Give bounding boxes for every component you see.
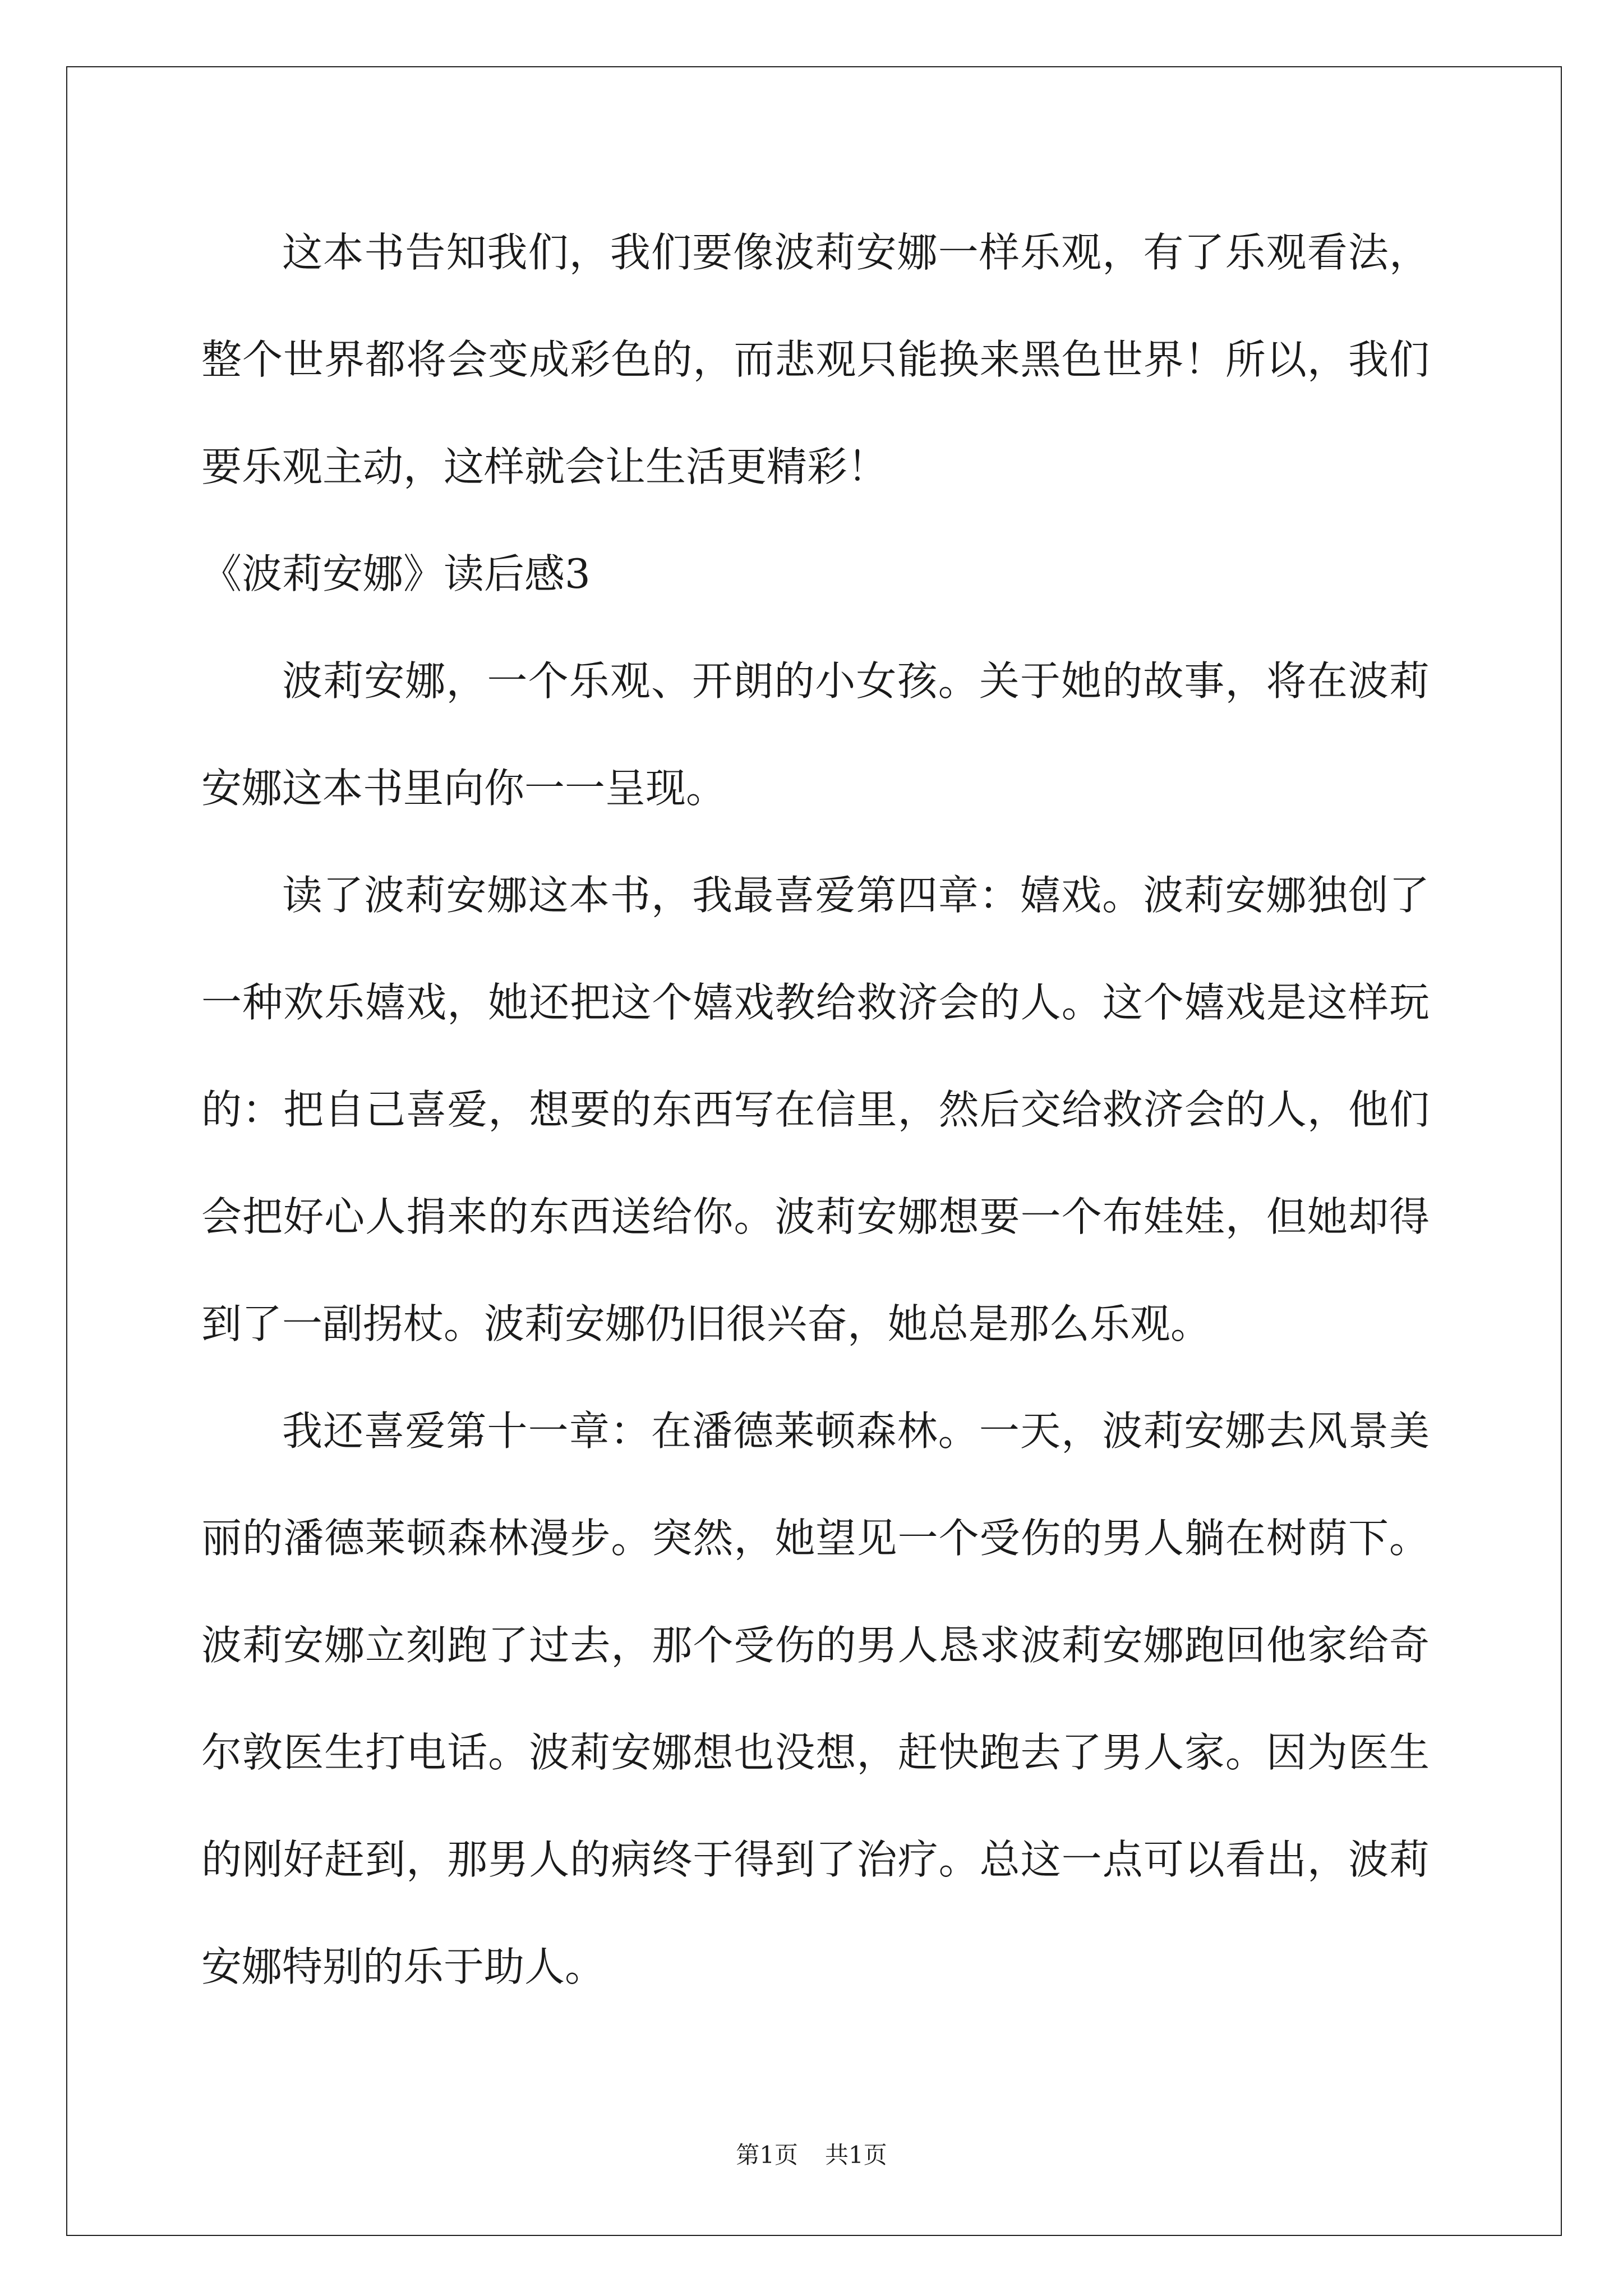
page-number-current: 第1页 — [736, 2141, 798, 2169]
paragraph-line: 到了一副拐杖。波莉安娜仍旧很兴奋，她总是那么乐观。 — [201, 1300, 1211, 1347]
page-number-total: 共1页 — [825, 2141, 887, 2169]
paragraph-line: 一种欢乐嬉戏，她还把这个嬉戏教给救济会的人。这个嬉戏是这样玩 — [201, 979, 1430, 1026]
paragraph-line: 我还喜爱第十一章：在潘德莱顿森林。一天，波莉安娜去风景美 — [282, 1407, 1430, 1455]
document-body — [201, 199, 1430, 2021]
paragraph-4 — [201, 1378, 1430, 2021]
paragraph-line: 波莉安娜立刻跑了过去，那个受伤的男人恳求波莉安娜跑回他家给奇 — [201, 1622, 1430, 1669]
paragraph-3 — [201, 842, 1430, 1378]
paragraph-1 — [201, 199, 1430, 521]
paragraph-line: 波莉安娜，一个乐观、开朗的小女孩。关于她的故事，将在波莉 — [282, 657, 1430, 705]
section-heading: 《波莉安娜》读后感3 — [201, 550, 591, 597]
paragraph-line: 尔敦医生打电话。波莉安娜想也没想，赶快跑去了男人家。因为医生 — [201, 1729, 1430, 1776]
page-footer — [0, 2138, 1623, 2172]
paragraph-line: 读了波莉安娜这本书，我最喜爱第四章：嬉戏。波莉安娜独创了 — [282, 872, 1430, 919]
paragraph-line: 安娜特别的乐于助人。 — [201, 1943, 606, 1990]
paragraph-line: 的：把自己喜爱，想要的东西写在信里，然后交给救济会的人，他们 — [201, 1086, 1430, 1133]
paragraph-line: 整个世界都将会变成彩色的，而悲观只能换来黑色世界！所以，我们 — [201, 336, 1430, 383]
paragraph-line: 这本书告知我们，我们要像波莉安娜一样乐观，有了乐观看法， — [282, 229, 1430, 276]
paragraph-line: 会把好心人捐来的东西送给你。波莉安娜想要一个布娃娃，但她却得 — [201, 1193, 1430, 1240]
paragraph-2 — [201, 628, 1430, 842]
paragraph-line: 的刚好赶到，那男人的病终于得到了治疗。总这一点可以看出，波莉 — [201, 1836, 1430, 1883]
paragraph-line: 丽的潘德莱顿森林漫步。突然，她望见一个受伤的男人躺在树荫下。 — [201, 1515, 1430, 1562]
paragraph-line: 要乐观主动，这样就会让生活更精彩！ — [201, 443, 888, 490]
paragraph-line: 安娜这本书里向你一一呈现。 — [201, 765, 727, 812]
